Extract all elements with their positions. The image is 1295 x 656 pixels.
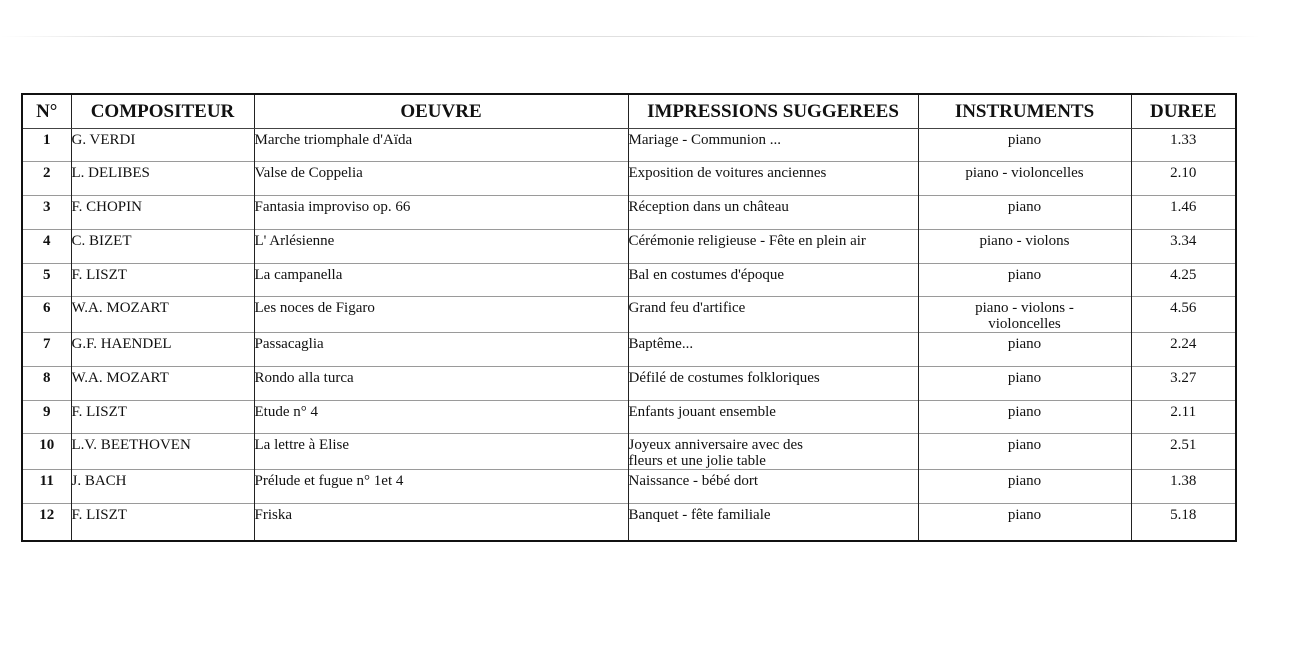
table-row xyxy=(22,401,1236,434)
cell-compositeur: G.F. HAENDEL xyxy=(71,333,254,367)
table-row xyxy=(22,470,1236,504)
cell-compositeur: L. DELIBES xyxy=(71,162,254,196)
cell-instruments: piano xyxy=(918,264,1131,297)
table-row xyxy=(22,504,1236,541)
cell-compositeur: J. BACH xyxy=(71,470,254,504)
cell-compositeur: W.A. MOZART xyxy=(71,367,254,401)
cell-compositeur: F. LISZT xyxy=(71,264,254,297)
table-row xyxy=(22,297,1236,333)
table-row xyxy=(22,230,1236,264)
cell-num: 11 xyxy=(22,470,71,504)
header-impressions: IMPRESSIONS SUGGEREES xyxy=(628,94,918,129)
header-num: N° xyxy=(22,94,71,129)
cell-duree: 4.56 xyxy=(1131,297,1236,333)
cell-oeuvre: Friska xyxy=(254,504,628,541)
cell-impressions: Réception dans un château xyxy=(628,196,918,230)
cell-oeuvre: Etude n° 4 xyxy=(254,401,628,434)
cell-impressions: Banquet - fête familiale xyxy=(628,504,918,541)
header-instruments: INSTRUMENTS xyxy=(918,94,1131,129)
cell-impressions: Naissance - bébé dort xyxy=(628,470,918,504)
cell-compositeur: C. BIZET xyxy=(71,230,254,264)
cell-oeuvre: La campanella xyxy=(254,264,628,297)
header-oeuvre: OEUVRE xyxy=(254,94,628,129)
cell-num: 1 xyxy=(22,129,71,162)
cell-instruments: piano - violoncelles xyxy=(918,162,1131,196)
cell-impressions: Mariage - Communion ... xyxy=(628,129,918,162)
cell-num: 7 xyxy=(22,333,71,367)
cell-num: 4 xyxy=(22,230,71,264)
cell-num: 2 xyxy=(22,162,71,196)
cell-impressions: Enfants jouant ensemble xyxy=(628,401,918,434)
cell-duree: 2.10 xyxy=(1131,162,1236,196)
cell-duree: 3.34 xyxy=(1131,230,1236,264)
header-row xyxy=(22,94,1236,129)
cell-impressions: Défilé de costumes folkloriques xyxy=(628,367,918,401)
cell-duree: 2.24 xyxy=(1131,333,1236,367)
cell-instruments: piano xyxy=(918,434,1131,470)
cell-oeuvre: Prélude et fugue n° 1et 4 xyxy=(254,470,628,504)
cell-compositeur: F. CHOPIN xyxy=(71,196,254,230)
table-row xyxy=(22,162,1236,196)
cell-instruments: piano xyxy=(918,129,1131,162)
table-row xyxy=(22,196,1236,230)
cell-num: 10 xyxy=(22,434,71,470)
cell-instruments: piano xyxy=(918,196,1131,230)
cell-duree: 1.33 xyxy=(1131,129,1236,162)
cell-impressions: Bal en costumes d'époque xyxy=(628,264,918,297)
cell-num: 6 xyxy=(22,297,71,333)
cell-instruments: piano xyxy=(918,333,1131,367)
cell-oeuvre: Les noces de Figaro xyxy=(254,297,628,333)
table-row xyxy=(22,367,1236,401)
cell-num: 9 xyxy=(22,401,71,434)
cell-duree: 5.18 xyxy=(1131,504,1236,541)
table-row xyxy=(22,333,1236,367)
cell-compositeur: G. VERDI xyxy=(71,129,254,162)
table-row xyxy=(22,129,1236,162)
cell-duree: 3.27 xyxy=(1131,367,1236,401)
scan-divider-line xyxy=(0,36,1260,37)
cell-oeuvre: Fantasia improviso op. 66 xyxy=(254,196,628,230)
table-row xyxy=(22,264,1236,297)
cell-duree: 4.25 xyxy=(1131,264,1236,297)
cell-oeuvre: Rondo alla turca xyxy=(254,367,628,401)
header-compositeur: COMPOSITEUR xyxy=(71,94,254,129)
cell-duree: 1.46 xyxy=(1131,196,1236,230)
cell-oeuvre: L' Arlésienne xyxy=(254,230,628,264)
cell-compositeur: W.A. MOZART xyxy=(71,297,254,333)
cell-duree: 2.51 xyxy=(1131,434,1236,470)
cell-num: 3 xyxy=(22,196,71,230)
cell-impressions: Grand feu d'artifice xyxy=(628,297,918,333)
cell-instruments: piano xyxy=(918,504,1131,541)
cell-instruments: piano xyxy=(918,367,1131,401)
cell-compositeur: F. LISZT xyxy=(71,401,254,434)
cell-oeuvre: Marche triomphale d'Aïda xyxy=(254,129,628,162)
cell-oeuvre: Valse de Coppelia xyxy=(254,162,628,196)
cell-impressions: Baptême... xyxy=(628,333,918,367)
cell-oeuvre: Passacaglia xyxy=(254,333,628,367)
header-duree: DUREE xyxy=(1131,94,1236,129)
table-row xyxy=(22,434,1236,470)
cell-num: 5 xyxy=(22,264,71,297)
cell-duree: 1.38 xyxy=(1131,470,1236,504)
cell-impressions: Cérémonie religieuse - Fête en plein air xyxy=(628,230,918,264)
cell-instruments: piano - violons xyxy=(918,230,1131,264)
cell-compositeur: F. LISZT xyxy=(71,504,254,541)
cell-duree: 2.11 xyxy=(1131,401,1236,434)
music-table xyxy=(21,93,1237,542)
cell-instruments: piano xyxy=(918,470,1131,504)
cell-compositeur: L.V. BEETHOVEN xyxy=(71,434,254,470)
cell-num: 12 xyxy=(22,504,71,541)
cell-instruments: piano - violons - violoncelles xyxy=(918,297,1131,333)
cell-impressions: Exposition de voitures anciennes xyxy=(628,162,918,196)
cell-impressions: Joyeux anniversaire avec des fleurs et une jolie table xyxy=(628,434,918,470)
cell-instruments: piano xyxy=(918,401,1131,434)
cell-oeuvre: La lettre à Elise xyxy=(254,434,628,470)
cell-num: 8 xyxy=(22,367,71,401)
